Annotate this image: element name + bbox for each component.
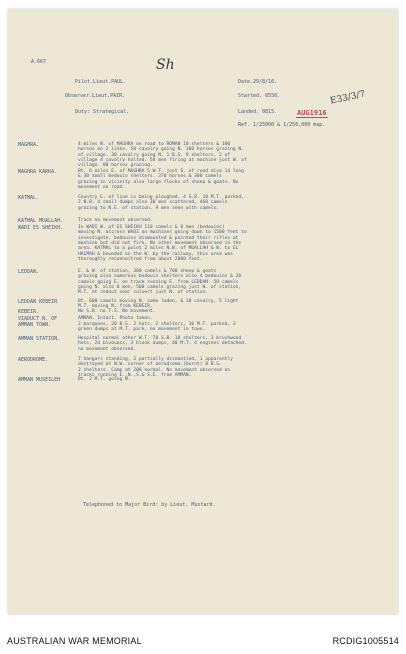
entry-line: machine but did not fire. No other movement observed in the bbox=[78, 240, 242, 246]
entry-line: moving N. accross WADI on machines going down to 1500 feet to bbox=[78, 230, 247, 236]
document-reference: A.667 bbox=[31, 59, 47, 65]
handwritten-initials: Sh bbox=[156, 57, 175, 73]
document-sheet bbox=[8, 9, 398, 614]
entry-line: & 30 small bedouin shelters. 370 horses & 300 camels bbox=[78, 174, 222, 180]
entry-label: MAGHRA. bbox=[18, 142, 40, 148]
footer-institution: AUSTRALIAN WAR MEMORIAL bbox=[7, 636, 142, 646]
entry-line: 2 marquees, 20 B.S. 2 huts, 2 shelters, 10 M.T. parked, 3 bbox=[78, 322, 236, 327]
entry-line: horses on 2 lines. 50 cavalry going N. 100 horses grazing N. bbox=[78, 147, 244, 153]
entry-line: grazing in vicinity also large flocks of sheep & goats. No bbox=[78, 179, 239, 185]
entry-line: village 4 cavalry halted. 50 men firing at machine just W. of bbox=[78, 157, 247, 163]
entry-label: VIADUCT N. OF bbox=[18, 316, 58, 322]
closing-note: Telephoned to Major Bird: by Lieut. Mustard. bbox=[83, 502, 216, 508]
entry-line: camels going E. on track running E. from LEDDAN. 50 camels bbox=[78, 279, 239, 285]
entry-line: no movement observed. bbox=[78, 346, 137, 352]
entry-line: huts, 24 bivouacs, 3 block dumps, 40 M.T. 4 engines detached. bbox=[78, 341, 247, 347]
entry-line: village. 80 horses grazing. bbox=[78, 163, 153, 169]
entry-label: AERODROME. bbox=[18, 357, 49, 363]
entry-label: KATMAL MUALLAH. bbox=[18, 218, 64, 224]
entry-line: M.T. at redout near culvert just N. of station. bbox=[78, 290, 208, 296]
entry-line: In WADI W. of ES SHEIKH 110 camels & 8 men (bedouins) bbox=[78, 225, 225, 230]
handwritten-file-reference: E33/3/7 bbox=[329, 89, 367, 107]
entry-line: Bt. 6 miles E. of MAGHRA 5 W.T. just S. of road also 14 long bbox=[78, 169, 244, 174]
entry-line: Track no movement observed. bbox=[78, 218, 153, 223]
entry-line: E. & W. of station, 300 camels & 700 sheep & goats bbox=[78, 269, 217, 274]
entry-label: MAGHRA KARKA. bbox=[18, 169, 58, 175]
entry-label: LEDDAN KEBEIR bbox=[18, 299, 58, 305]
observer-field: Observer.Lieut.PAIR. bbox=[65, 93, 126, 99]
pilot-field: Pilot.Lieut.PAUL. bbox=[75, 79, 127, 85]
entry-line: No S.B. no T.S. No movement. bbox=[78, 309, 156, 314]
entry-line: Bt. 600 camels moving N. some laden, & 10 cavalry, 5 light bbox=[78, 299, 239, 304]
map-reference-field: Ref. 1/25000 & 1/250,000 map. bbox=[238, 122, 326, 128]
entry-line: Hospital normal other W.T. 70 S.B. 10 shelters, 3 brushwood bbox=[78, 336, 242, 341]
entry-label: KEBEIR. bbox=[18, 309, 40, 315]
entry-line: 2 N.B. 4 small dumps also 30 men scattered, 460 camels bbox=[78, 200, 228, 206]
started-field: Started. 0550. bbox=[238, 93, 281, 99]
entry-label: AMMAN MUSEILEH bbox=[18, 377, 61, 383]
entry-line: AMMAN. Intact. Photo taken. bbox=[78, 316, 153, 321]
entry-label: AMMAN STATION. bbox=[18, 336, 61, 342]
entry-label: LEDDAN. bbox=[18, 269, 40, 275]
landed-field: Landed. 0815. bbox=[238, 109, 278, 115]
entry-line: HALMAH & bounded on the W. by the railway, this area was bbox=[78, 251, 233, 257]
date-field: Date.29/8/16. bbox=[238, 79, 278, 85]
entry-line: thoroughly reconnoitred from about 2000 feet. bbox=[78, 256, 203, 262]
entry-line: M.T. moving N. from KEBEIR. bbox=[78, 304, 153, 310]
entry-line: movement on road. bbox=[78, 184, 126, 190]
entry-line: tracks running E.,N.,S.& S.E. from AMMAN. bbox=[78, 372, 192, 378]
entry-line: 4 miles N. of MAGHRA on road to ROMAN 10 shelters & 100 bbox=[78, 142, 231, 147]
date-stamp: AUG1916 bbox=[297, 109, 327, 117]
footer-record-id: RCDIG1005514 bbox=[332, 636, 399, 646]
entry-line: investigate, bedouins dismounted & pointed their rifles at bbox=[78, 235, 239, 241]
entry-line: of village. 30 cavalry going N. 1 B.S. 9 shelters, 2 of bbox=[78, 152, 231, 158]
entry-line: green dumps at M.T. park, no movement in town. bbox=[78, 327, 206, 333]
entry-line: Country E. of line is being ploughed, 4 S.B. 10 M.T. parked, bbox=[78, 195, 244, 200]
entry-line: going N. also 8 men, 500 camels grazing just W. of station, bbox=[78, 284, 242, 290]
entry-line: grazing to N.E. of station. 9 men seen with camels. bbox=[78, 205, 220, 211]
entry-line: area. KATMAL to a point 2 miles N.W. of MUALLAH & W. to EL bbox=[78, 246, 239, 252]
entry-line: destroyed at N.W. corner of aerodrome.(burnt) 8 B.S. bbox=[78, 362, 222, 368]
entry-line: 2 shelters. Camp at 208 normal. No movement observed on bbox=[78, 367, 231, 373]
entry-line: grazing also numerous bedouin shelters also 4 bedouins & 20 bbox=[78, 274, 242, 280]
entry-label: WADI ES SHEIKH. bbox=[18, 225, 64, 231]
entry-line: Bt. 2 M.T. going N. bbox=[78, 377, 131, 382]
duty-field: Duty: Strategical. bbox=[75, 109, 130, 115]
entry-label: KATMAL. bbox=[18, 195, 40, 201]
entry-label: AMMAN TOWN. bbox=[18, 322, 52, 328]
entry-line: 7 hangars standing, 2 partially dismantled, 1 apparently bbox=[78, 357, 233, 362]
